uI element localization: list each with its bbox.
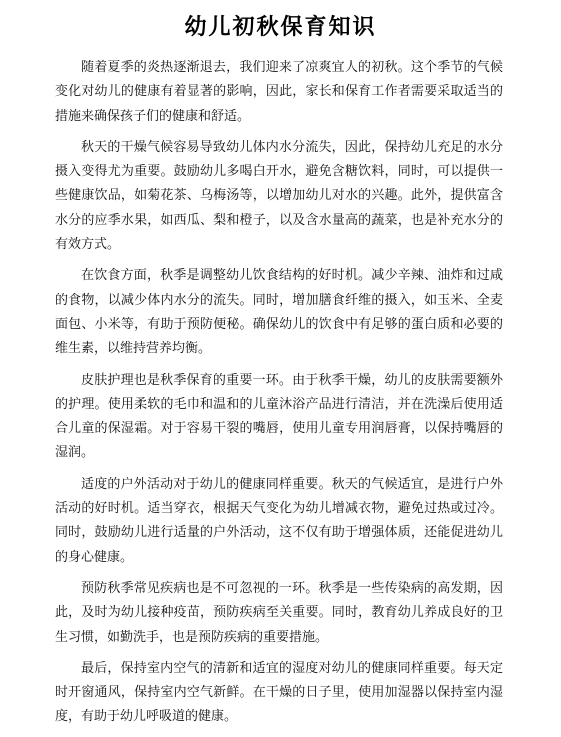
paragraph-disease-prevention: 预防秋季常见疾病也是不可忽视的一环。秋季是一些传染病的高发期，因此，及时为幼儿接种疫苗，预防疾病至关重要。同时，教育幼儿养成良好的卫生习惯，如勤洗手，也是预防疾病的重要措施。: [55, 580, 503, 645]
paragraph-hydration: 秋天的干燥气候容易导致幼儿体内水分流失，因此，保持幼儿充足的水分摄入变得尤为重要。鼓励幼儿多喝白开水，避免含糖饮料，同时，可以提供一些健康饮品，如菊花茶、乌梅汤等，以增加幼儿对水的兴趣。此外，提供富含水分的应季水果，如西瓜、梨和橙子，以及含水量高的蔬菜，也是补充水分的有效方式。: [55, 139, 503, 253]
document-title: 幼儿初秋保育知识: [184, 15, 377, 40]
paragraph-outdoor-activity: 适度的户外活动对于幼儿的健康同样重要。秋天的气候适宜，是进行户外活动的好时机。适当穿衣，根据天气变化为幼儿增减衣物，避免过热或过冷。同时，鼓励幼儿进行适量的户外活动，这不仅有助于增强体质，还能促进幼儿的身心健康。: [55, 476, 503, 565]
paragraph-intro: 随着夏季的炎热逐渐退去，我们迎来了凉爽宜人的初秋。这个季节的气候变化对幼儿的健康有着显著的影响，因此，家长和保育工作者需要采取适当的措施来确保孩子们的健康和舒适。: [55, 60, 503, 124]
paragraph-diet: 在饮食方面，秋季是调整幼儿饮食结构的好时机。减少辛辣、油炸和过咸的食物，以减少体内水分的流失。同时，增加膳食纤维的摄入，如玉米、全麦面包、小米等，有助于预防便秘。确保幼儿的饮食中有足够的蛋白质和必要的维生素，以维持营养均衡。: [55, 268, 503, 357]
document-body: [55, 56, 503, 737]
paragraph-skin-care: 皮肤护理也是秋季保育的重要一环。由于秋季干燥，幼儿的皮肤需要额外的护理。使用柔软的毛巾和温和的儿童沐浴产品进行清洁，并在洗澡后使用适合儿童的保湿霜。对于容易干裂的嘴唇，使用儿童专用润唇膏，以保持嘴唇的湿润。: [55, 372, 503, 461]
paragraph-indoor-air: 最后，保持室内空气的清新和适宜的湿度对幼儿的健康同样重要。每天定时开窗通风，保持室内空气新鲜。在干燥的日子里，使用加湿器以保持室内湿度，有助于幼儿呼吸道的健康。: [55, 660, 503, 725]
